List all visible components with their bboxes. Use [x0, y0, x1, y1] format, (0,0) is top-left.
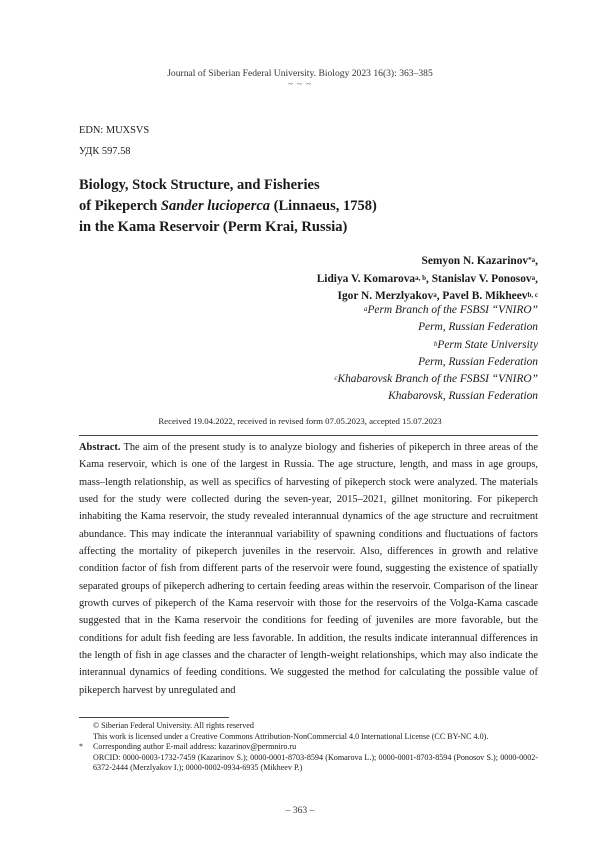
abstract-label: Abstract. — [79, 442, 121, 453]
received-dates: Received 19.04.2022, received in revised form 07.05.2023, accepted 15.07.2023 — [158, 416, 442, 426]
author-line — [78, 271, 538, 289]
author-affil-mark: a — [433, 291, 437, 299]
author-list — [78, 253, 538, 306]
udk-code: УДК 597.58 — [79, 146, 131, 157]
affiliation-list — [78, 302, 538, 406]
affiliation-name: Perm State University — [437, 338, 538, 351]
species-name: Sander lucioperca — [160, 198, 271, 214]
affiliation-line — [78, 319, 538, 336]
affiliation-line — [78, 371, 538, 388]
footnote-copyright — [79, 721, 538, 732]
author-separator: , — [436, 290, 443, 302]
affil-mark: a — [363, 305, 368, 313]
article-title — [79, 175, 539, 238]
title-line-1: Biology, Stock Structure, and Fisheries — [79, 177, 320, 193]
author-affil-mark: a, b — [415, 273, 427, 282]
footnote-text: ORCID: 0000-0003-1732-7459 (Kazarinov S.); 0000-0001-8703-8594 (Komarova L.); 0000-0001-8703-8594 (Ponosov S.); 0000-0002-6372-2444 (Merzlyakov I.); 0000-0002-0934-6935 (Mikheev P.) — [93, 752, 538, 773]
footnote-mark — [79, 753, 93, 774]
affil-mark: b — [433, 339, 438, 348]
edn-code: EDN: MUXSVS — [79, 125, 150, 136]
author-line — [78, 253, 538, 271]
affiliation-line — [78, 388, 538, 405]
author-affil-mark: a — [531, 273, 536, 282]
affiliation-name: Perm, Russian Federation — [418, 355, 538, 368]
footnote-corresponding — [79, 742, 538, 753]
author-separator: , — [426, 272, 432, 285]
title-line-3: in the Kama Reservoir (Perm Krai, Russia) — [79, 219, 348, 235]
abstract-top-rule — [79, 435, 538, 436]
abstract-text: The aim of the present study is to analyze biology and fisheries of pikeperch in three areas of the Kama reservoir, which is one of the largest in Russia. The age structure, length, and mass in age groups, mass–length relationship, as well as specifics of harvesting of pikeperch stock were analyzed. The materials used for the study were collected during the seven-year, 2015–2021, gillnet monitoring. For pikeperch inhabiting the Kama reservoir, the study revealed interannual dynamics of the age structure and recruitment abundance. This may indicate the interannual variability of spawning conditions and fluctuations of factors affecting the mortality of pikeperch juveniles in the reservoir. Also, differences in growth and relative condition factor of fish from different parts of the reservoir were found, suggesting the existence of spatially separated groups of pikeperch adhering to certain feeding areas within the reservoir. Comparison of the linear growth curves of pikeperch of the Kama reservoir with those for the reservoirs of the Volga-Kama cascade suggested that in the Kama reservoir the conditions for feeding of juveniles are more favorable, but the conditions for adult fish feeding are less favorable. In addition, the results indicate interannual differences in the length of fish in age classes and the character of length-weight relationships, which may also indicate the interannual dynamics of feeding conditions. We suggested the method for calculating the possible value of pikeperch harvest by unregulated and — [79, 442, 538, 696]
footnote-text: This work is licensed under a Creative Commons Attribution-NonCommercial 4.0 International License (CC BY-NC 4.0). — [93, 731, 489, 741]
affiliation-name: Perm, Russian Federation — [418, 321, 538, 334]
title-line-2-post: (Linnaeus, 1758) — [270, 198, 377, 214]
affiliation-line — [78, 302, 538, 319]
footnote-license — [79, 732, 538, 743]
affiliation-line — [78, 337, 538, 354]
footnote-rule — [79, 717, 229, 718]
footnote-orcid — [79, 753, 538, 774]
footnote-mark: * — [79, 742, 84, 752]
author-name: Igor N. Merzlyakov — [337, 290, 434, 302]
footnote-text: Corresponding author E-mail address: kazarinov@permniro.ru — [93, 742, 297, 752]
affiliation-name: Perm Branch of the FSBSI “VNIRO” — [367, 304, 538, 316]
affiliation-name: Khabarovsk Branch of the FSBSI “VNIRO” — [337, 373, 538, 386]
author-affil-mark: b, c — [527, 291, 538, 299]
affiliation-line — [78, 354, 538, 371]
header-divider: ~ ~ ~ — [287, 79, 313, 89]
author-separator: , — [535, 272, 538, 285]
page-number: – 363 – — [285, 805, 315, 816]
footnote-text: © Siberian Federal University. All rights reserved — [93, 721, 254, 730]
journal-header: Journal of Siberian Federal University. Biology 2023 16(3): 363–385 — [167, 68, 433, 79]
author-name: Lidiya V. Komarova — [316, 272, 416, 285]
affiliation-name: Khabarovsk, Russian Federation — [388, 390, 538, 403]
author-name: Stanislav V. Ponosov — [431, 272, 532, 285]
footnote-mark — [79, 732, 93, 743]
author-affil-mark: *a — [528, 256, 536, 264]
author-name: Semyon N. Kazarinov — [421, 255, 529, 267]
footnote-mark — [79, 721, 93, 732]
title-line-2-pre: of Pikeperch — [79, 198, 161, 214]
title-line-2 — [79, 196, 539, 217]
author-name: Pavel B. Mikheev — [442, 290, 528, 302]
author-separator: , — [535, 255, 538, 267]
affil-mark: c — [334, 374, 338, 383]
footnotes — [79, 721, 538, 774]
abstract — [79, 439, 538, 699]
